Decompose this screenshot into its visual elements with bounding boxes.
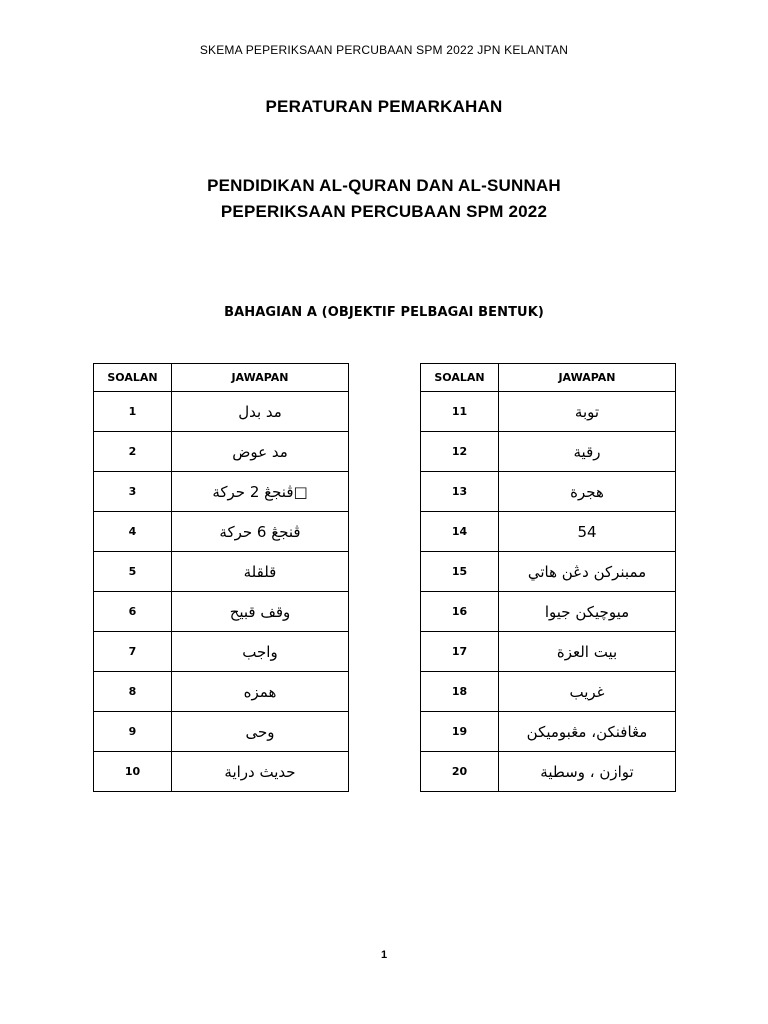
question-number: 4 xyxy=(94,512,172,552)
answer-cell: مڠافنكن، مڠبوميكن xyxy=(499,712,676,752)
answer-cell: توبة xyxy=(499,392,676,432)
answer-table-right xyxy=(420,363,676,792)
answer-cell: ميوچيكن جيوا xyxy=(499,592,676,632)
question-number: 3 xyxy=(94,472,172,512)
question-column-header: SOALAN xyxy=(94,364,172,392)
answer-column-header: JAWAPAN xyxy=(172,364,349,392)
section-heading: BAHAGIAN A (OBJEKTIF PELBAGAI BENTUK) xyxy=(224,305,544,320)
question-number: 7 xyxy=(94,632,172,672)
answer-cell: □ڤنجڠ 2 حركة xyxy=(172,472,349,512)
question-number: 5 xyxy=(94,552,172,592)
question-number: 9 xyxy=(94,712,172,752)
table-row xyxy=(421,752,676,792)
answer-cell: هجرة xyxy=(499,472,676,512)
table-row xyxy=(421,672,676,712)
question-number: 14 xyxy=(421,512,499,552)
answer-cell: توازن ، وسطية xyxy=(499,752,676,792)
answer-cell: قلقلة xyxy=(172,552,349,592)
table-row xyxy=(94,752,349,792)
table-row xyxy=(94,512,349,552)
table-row xyxy=(421,512,676,552)
answer-cell: همزه xyxy=(172,672,349,712)
table-row xyxy=(421,592,676,632)
document-header: SKEMA PEPERIKSAAN PERCUBAAN SPM 2022 JPN KELANTAN xyxy=(199,43,569,57)
table-header-row xyxy=(94,364,349,392)
table-row xyxy=(421,392,676,432)
question-number: 20 xyxy=(421,752,499,792)
document-title: PERATURAN PEMARKAHAN xyxy=(265,97,503,116)
answer-cell: رقية xyxy=(499,432,676,472)
question-number: 1 xyxy=(94,392,172,432)
answer-cell: 54 xyxy=(499,512,676,552)
answer-cell: مد عوض xyxy=(172,432,349,472)
answer-cell: غريب xyxy=(499,672,676,712)
page-number: 1 xyxy=(380,949,388,961)
exam-title: PEPERIKSAAN PERCUBAAN SPM 2022 xyxy=(220,202,548,221)
table-row xyxy=(94,392,349,432)
subject-title: PENDIDIKAN AL-QURAN DAN AL-SUNNAH xyxy=(207,176,561,195)
question-number: 15 xyxy=(421,552,499,592)
question-number: 13 xyxy=(421,472,499,512)
question-number: 17 xyxy=(421,632,499,672)
question-column-header: SOALAN xyxy=(421,364,499,392)
table-row xyxy=(94,552,349,592)
question-number: 8 xyxy=(94,672,172,712)
answer-cell: حديث دراية xyxy=(172,752,349,792)
table-row xyxy=(94,712,349,752)
table-row xyxy=(94,672,349,712)
answer-cell: وحى xyxy=(172,712,349,752)
table-row xyxy=(94,632,349,672)
answer-cell: وقف قبيح xyxy=(172,592,349,632)
answer-cell: واجب xyxy=(172,632,349,672)
table-row xyxy=(94,432,349,472)
question-number: 16 xyxy=(421,592,499,632)
table-row xyxy=(421,632,676,672)
table-row xyxy=(421,552,676,592)
question-number: 19 xyxy=(421,712,499,752)
table-row xyxy=(421,432,676,472)
answer-cell: بيت العزة xyxy=(499,632,676,672)
question-number: 12 xyxy=(421,432,499,472)
answer-cell: ڤنجڠ 6 حركة xyxy=(172,512,349,552)
table-header-row xyxy=(421,364,676,392)
answer-cell: ممبنركن دڠن هاتي xyxy=(499,552,676,592)
answer-cell: مد بدل xyxy=(172,392,349,432)
table-row xyxy=(421,472,676,512)
question-number: 6 xyxy=(94,592,172,632)
answer-column-header: JAWAPAN xyxy=(499,364,676,392)
question-number: 11 xyxy=(421,392,499,432)
table-row xyxy=(94,472,349,512)
question-number: 18 xyxy=(421,672,499,712)
question-number: 2 xyxy=(94,432,172,472)
question-number: 10 xyxy=(94,752,172,792)
answer-table-left xyxy=(93,363,349,792)
table-row xyxy=(94,592,349,632)
table-row xyxy=(421,712,676,752)
